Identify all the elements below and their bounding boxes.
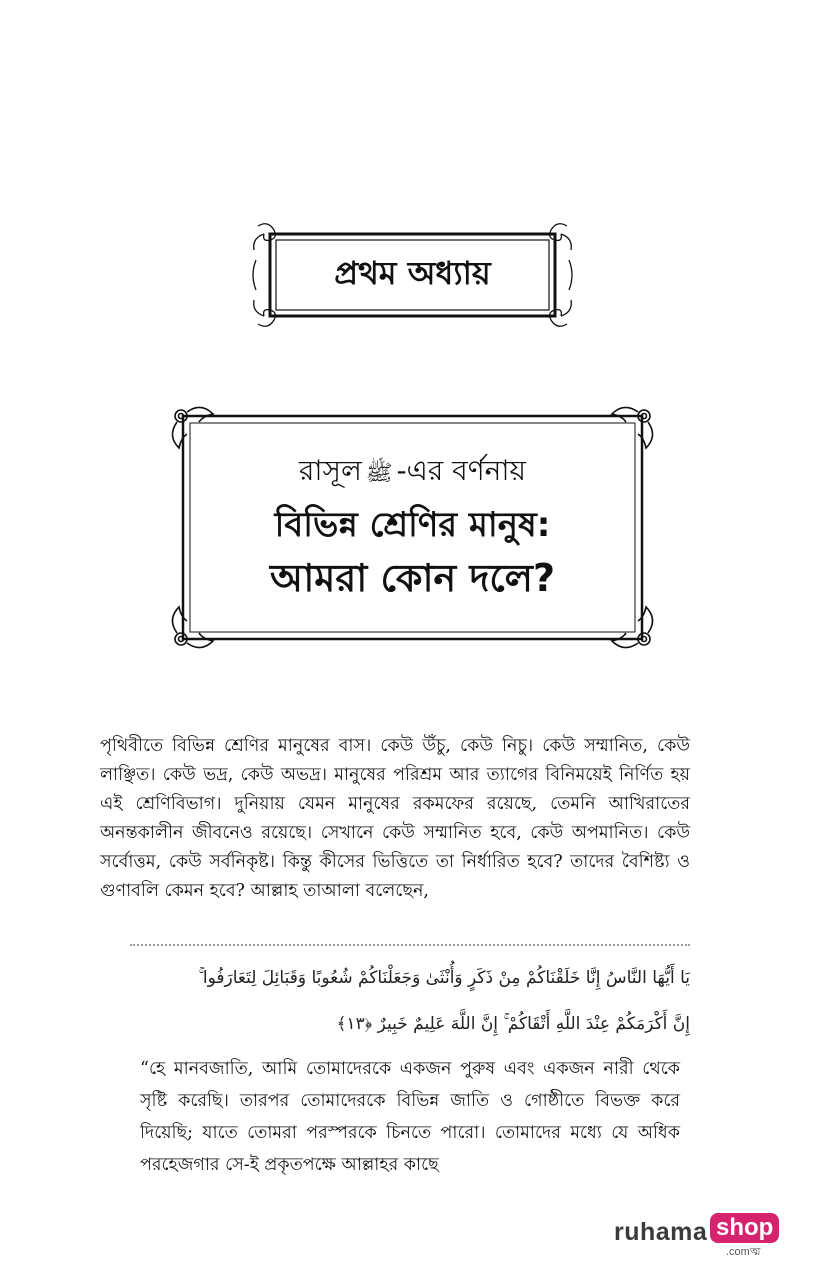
title-line-1-end: -এর বর্ণনায় [396,454,527,487]
ayah-translation: “হে মানবজাতি, আমি তোমাদেরকে একজন পুরুষ এবং একজন নারী থেকে সৃষ্টি করেছি। তারপর তোমাদেরকে বিভিন্ন জাতি ও গোষ্ঠীতে বিভক্ত করে দিয়েছি; যাতে তোমরা পরস্পরকে চিনতে পারো। তোমাদের মধ্যে যে অধিক পরহেজগার সে-ই প্রকৃতপক্ষে আল্লাহর কাছে [140,1059,680,1175]
dotted-divider [130,944,690,946]
quran-ayah-line-1: يَا أَيُّهَا النَّاسُ إِنَّا خَلَقْنَاكُمْ مِنْ ذَكَرٍ وَأُنْثَىٰ وَجَعَلْنَاكُمْ شُعُوبًا وَقَبَائِلَ لِتَعَارَفُوا ۚ [198,968,690,988]
quran-ayah-line-2: إِنَّ أَكْرَمَكُمْ عِنْدَ اللَّهِ أَتْقَاكُمْ ۚ إِنَّ اللَّهَ عَلِيمٌ خَبِيرٌ ﴿١٣﴾ [336,1014,690,1034]
title-text-block [165,400,660,655]
title-line-2: বিভিন্ন শ্রেণির মানুষ: [274,505,551,545]
chapter-heading-frame [250,220,575,330]
intro-paragraph: পৃথিবীতে বিভিন্ন শ্রেণির মানুষের বাস। কেউ উঁচু, কেউ নিচু। কেউ সম্মানিত, কেউ লাঞ্ছিত। কেউ ভদ্র, কেউ অভদ্র। মানুষের পরিশ্রম আর ত্যাগের বিনিময়েই নির্ণিত হয় এই শ্রেণিবিভাগ। দুনিয়ায় যেমন মানুষের রকমফের রয়েছে, তেমনি আখিরাতের অনন্তকালীন জীবনেও রয়েছে। সেখানে কেউ সম্মানিত হবে, কেউ অপমানিত। কেউ সর্বোত্তম, কেউ সর্বনিকৃষ্ট। কিন্তু কীসের ভিত্তিতে তা নির্ধারিত হবে? তাদের বৈশিষ্ট্য ও গুণাবলি কেমন হবে? আল্লাহ তাআলা বলেছেন, [100,736,690,901]
title-line-3: আমরা কোন দলে? [269,556,556,600]
title-line-1-start: রাসূল [298,454,362,487]
logo-domain-text: .comত্ম [726,1246,761,1258]
salawat-glyph: ﷺ [365,461,393,486]
logo-shop-badge: shop [710,1213,779,1243]
logo-ruhama-text: ruhama [614,1218,708,1246]
title-frame [165,400,660,655]
title-line-1 [299,449,526,496]
publisher-logo [614,1210,774,1258]
chapter-title: প্রথম অধ্যায় [334,254,491,292]
